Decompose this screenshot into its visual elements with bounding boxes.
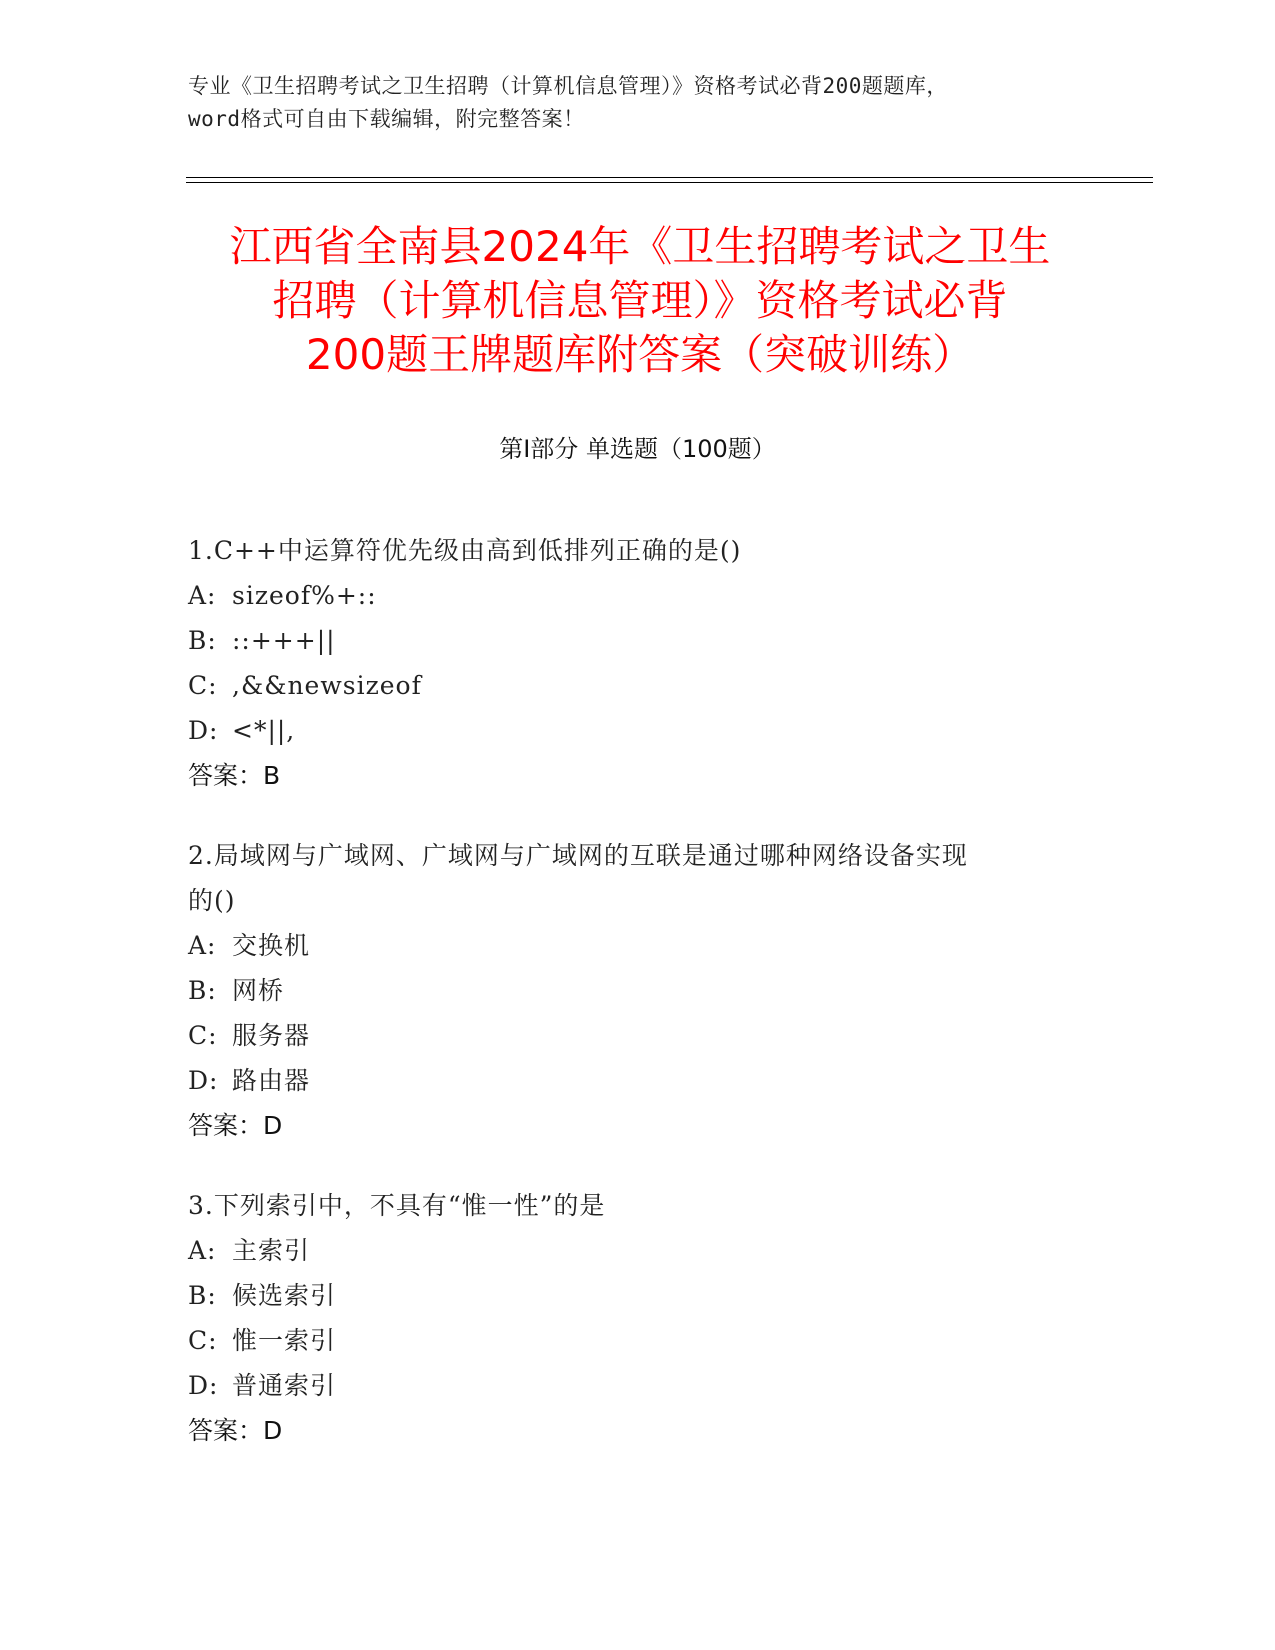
option-key: D: [188, 716, 219, 745]
option-text: sizeof%+:: [232, 581, 377, 610]
question-text: 1.C++中运算符优先级由高到低排列正确的是() [188, 536, 742, 565]
question-text-line-1: 2.局域网与广域网、广域网与广域网的互联是通过哪种网络设备实现 [188, 841, 968, 870]
question-1 [188, 528, 1068, 798]
option-key: A: [188, 581, 217, 610]
option-d [188, 1058, 1068, 1103]
option-b [188, 1273, 1068, 1318]
option-c [188, 1318, 1068, 1363]
option-text: 交换机 [232, 931, 311, 960]
header-line-2: word格式可自由下载编辑，附完整答案！ [188, 107, 585, 131]
document-header [188, 70, 1088, 136]
title-line-2: 招聘（计算机信息管理）》资格考试必背 [272, 276, 1008, 325]
option-text: 服务器 [232, 1021, 311, 1050]
option-text: 路由器 [232, 1066, 311, 1095]
option-a [188, 923, 1068, 968]
document-title [170, 220, 1110, 382]
header-line-1: 专业《卫生招聘考试之卫生招聘（计算机信息管理）》资格考试必背200题题库， [188, 74, 948, 98]
option-key: D: [188, 1371, 219, 1400]
option-key: C: [188, 1021, 218, 1050]
option-key: D: [188, 1066, 219, 1095]
option-text: 惟一索引 [232, 1326, 337, 1355]
option-c [188, 663, 1068, 708]
option-key: A: [188, 1236, 217, 1265]
answer: 答案：D [188, 1111, 283, 1140]
question-3 [188, 1183, 1068, 1453]
option-text: 普通索引 [232, 1371, 337, 1400]
answer: 答案：B [188, 761, 281, 790]
option-text: 主索引 [232, 1236, 311, 1265]
option-text: ::+++|| [232, 626, 336, 655]
title-line-1: 江西省全南县2024年《卫生招聘考试之卫生 [229, 222, 1051, 271]
option-key: B: [188, 976, 217, 1005]
option-key: B: [188, 1281, 217, 1310]
option-key: B: [188, 626, 217, 655]
option-text: <*||, [232, 716, 296, 745]
option-key: A: [188, 931, 217, 960]
option-c [188, 1013, 1068, 1058]
option-key: C: [188, 1326, 218, 1355]
option-a [188, 573, 1068, 618]
option-text: ,&&newsizeof [232, 671, 422, 700]
option-text: 网桥 [232, 976, 285, 1005]
title-line-3: 200题王牌题库附答案（突破训练） [305, 330, 975, 379]
question-list [188, 528, 1068, 1488]
section-title: 第Ⅰ部分 单选题（100题） [499, 435, 776, 463]
header-divider [186, 177, 1153, 183]
option-key: C: [188, 671, 218, 700]
option-b [188, 968, 1068, 1013]
question-text: 3.下列索引中，不具有“惟一性”的是 [188, 1191, 606, 1220]
question-text-line-2: 的() [188, 886, 236, 915]
option-d [188, 708, 1068, 753]
option-b [188, 618, 1068, 663]
option-d [188, 1363, 1068, 1408]
option-text: 候选索引 [232, 1281, 337, 1310]
answer: 答案：D [188, 1416, 283, 1445]
question-2 [188, 833, 1068, 1148]
option-a [188, 1228, 1068, 1273]
